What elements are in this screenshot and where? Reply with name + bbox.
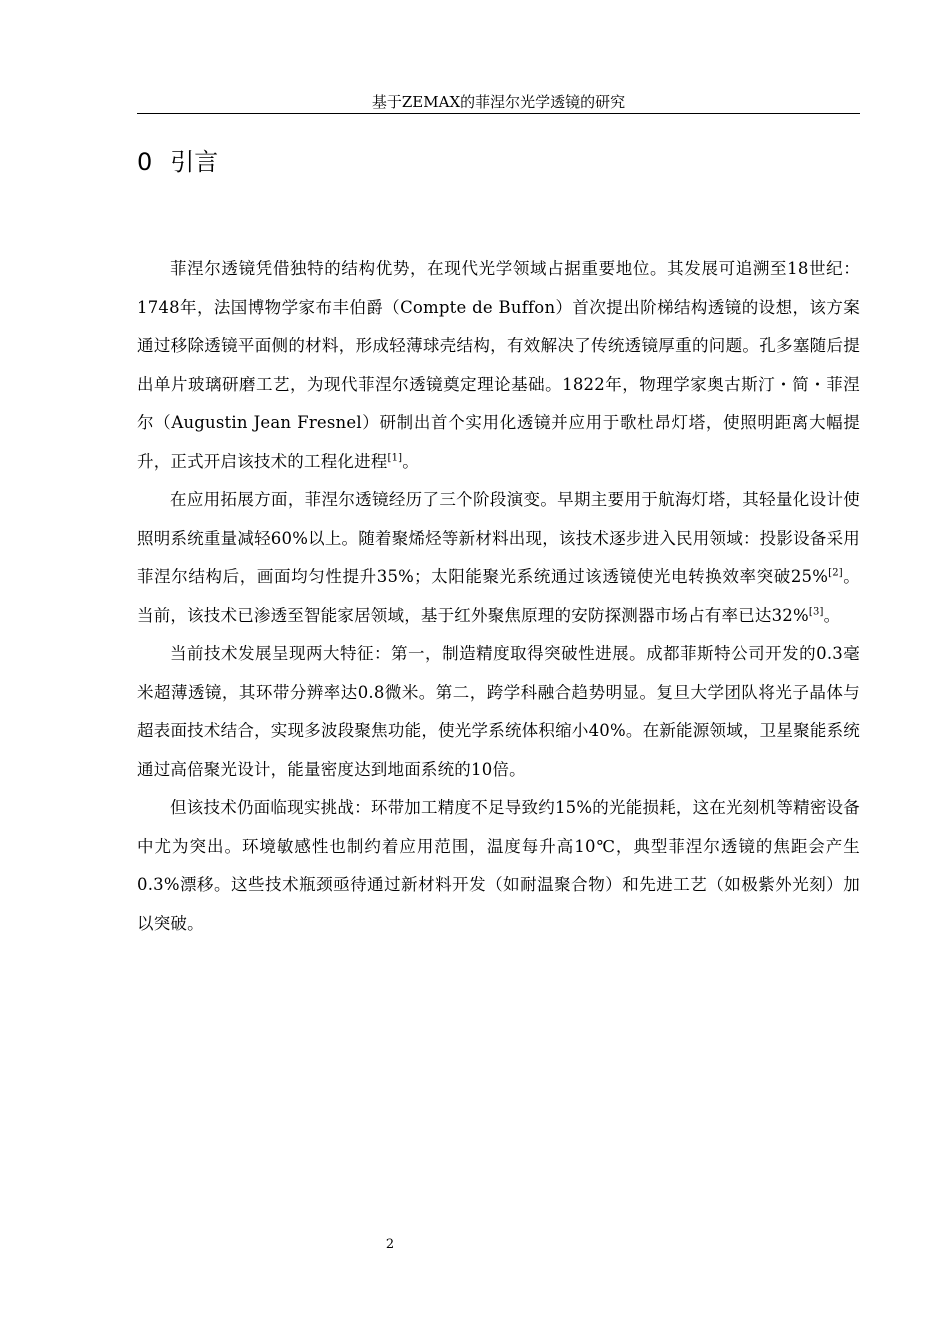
paragraph [137,789,860,943]
paragraph [137,635,860,789]
paragraph-text: 但该技术仍面临现实挑战：环带加工精度不足导致约15%的光能损耗，这在光刻机等精密设备中尤为突出。环境敏感性也制约着应用范围，温度每升高10℃，典型菲涅尔透镜的焦距会产生0.3%漂移。这些技术瓶颈亟待通过新材料开发（如耐温聚合物）和先进工艺（如极紫外光刻）加以突破。 [137,798,860,933]
citation: [1] [387,452,403,463]
citation: [3] [808,606,824,617]
paragraph-text: 。 [402,451,419,471]
paragraph-text: 菲涅尔透镜凭借独特的结构优势，在现代光学领域占据重要地位。其发展可追溯至18世纪：1748年，法国博物学家布丰伯爵（Compte de Buffon）首次提出阶梯结构透镜的设想，该方案通过移除透镜平面侧的材料，形成轻薄球壳结构，有效解决了传统透镜厚重的问题。孔多塞随后提出单片玻璃研磨工艺，为现代菲涅尔透镜奠定理论基础。1822年，物理学家奥古斯汀・简・菲涅尔（Augustin Jean Fresnel）研制出首个实用化透镜并应用于歌杜昂灯塔，使照明距离大幅提升，正式开启该技术的工程化进程 [137,259,860,471]
paragraph [137,250,860,481]
section-title-text: 引言 [170,148,219,176]
paragraph-text: 在应用拓展方面，菲涅尔透镜经历了三个阶段演变。早期主要用于航海灯塔，其轻量化设计使照明系统重量减轻60%以上。随着聚烯烃等新材料出现，该技术逐步进入民用领域：投影设备采用菲涅尔结构后，画面均匀性提升35%；太阳能聚光系统通过该透镜使光电转换效率突破25% [137,490,860,586]
section-number: 0 [137,148,153,176]
citation: [2] [828,567,843,579]
page-number: 2 [385,1237,395,1252]
paragraph [137,481,860,635]
header-title: 基于ZEMAX的菲涅尔光学透镜的研究 [371,93,626,111]
paragraph-text: 。当前，该技术已渗透至智能家居领域，基于红外聚焦原理的安防探测器市场占有率已达32% [137,567,861,625]
paragraph-text: 当前技术发展呈现两大特征：第一，制造精度取得突破性进展。成都菲斯特公司开发的0.3毫米超薄透镜，其环带分辨率达0.8微米。第二，跨学科融合趋势明显。复旦大学团队将光子晶体与超表面技术结合，实现多波段聚焦功能，使光学系统体积缩小40%。在新能源领域，卫星聚能系统通过高倍聚光设计，能量密度达到地面系统的10倍。 [137,644,860,779]
paragraph-text: 。 [823,605,841,625]
body-text [137,250,860,943]
section-heading [137,146,218,178]
running-header [137,92,860,114]
